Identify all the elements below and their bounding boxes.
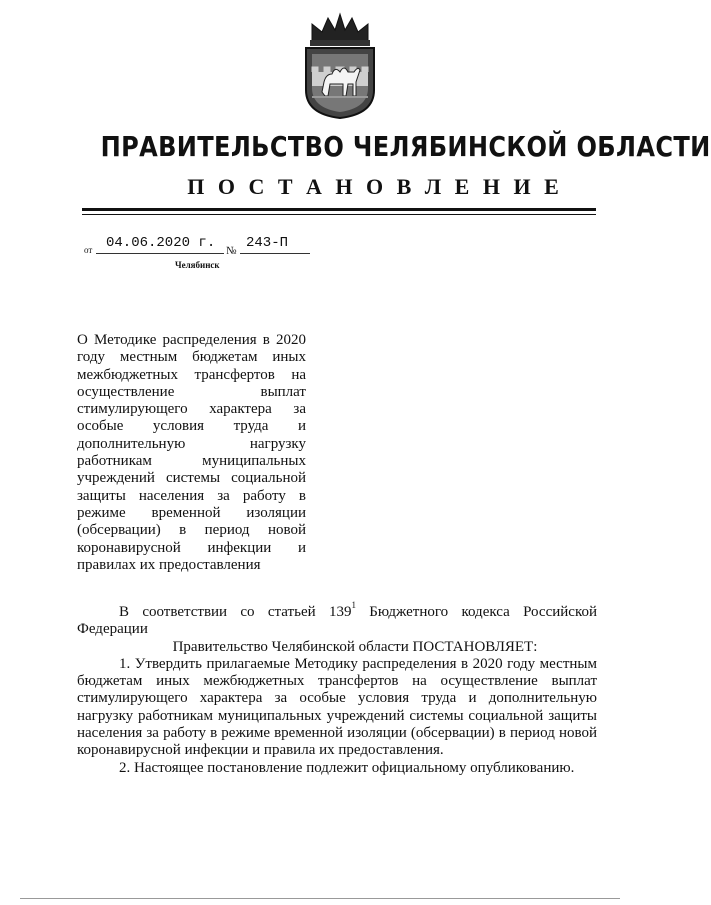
article-superscript: 1: [351, 600, 356, 610]
header-divider-thin: [82, 214, 596, 215]
document-meta: [84, 233, 324, 261]
chelyabinsk-coat-of-arms-icon: [298, 12, 382, 120]
document-subject: О Методике распределения в 2020 году местным бюджетам иных межбюджетных трансфертов на осуществление выплат стимулирующего характера за особые условия труда и дополнительную нагрузку работникам муниципальных учреждений системы социальной защиты населения за работу в режиме временной изоляции (обсервации) в период новой коронавирусной инфекции и правилах их предоставления: [77, 332, 306, 573]
government-title: ПРАВИТЕЛЬСТВО ЧЕЛЯБИНСКОЙ ОБЛАСТИ: [100, 130, 711, 163]
number-value: 243-П: [246, 235, 289, 251]
document-body: [77, 600, 598, 777]
item-1: 1. Утвердить прилагаемые Методику распределения в 2020 году местным бюджетам иных межбюджетных трансфертов на осуществление выплат стимулирующего характера за особые условия труда и дополнительную нагрузку работникам муниципальных учреждений системы социальной защиты населения за работу в режиме временной изоляции (обсервации) в период новой коронавирусной инфекции и правила их предоставления.: [77, 655, 597, 759]
resolve-line: Правительство Челябинской области ПОСТАНОВЛЯЕТ:: [172, 638, 538, 655]
document-type-heading: П О С Т А Н О В Л Е Н И Е: [187, 174, 563, 199]
page-bottom-edge: [20, 898, 620, 899]
number-underline: [240, 253, 310, 254]
city-label: Челябинск: [175, 260, 220, 270]
intro-paragraph: В соответствии со статьей $139^1$ Бюджетного кодекса Российской Федерации: [77, 600, 598, 638]
coat-of-arms-emblem: [298, 12, 382, 120]
date-label: от: [84, 245, 93, 255]
number-label: №: [226, 245, 237, 257]
date-underline: [96, 253, 224, 254]
item-2: 2. Настоящее постановление подлежит официальному опубликованию.: [119, 759, 575, 776]
header-divider-thick: [82, 208, 596, 211]
date-value: 04.06.2020 г.: [106, 235, 216, 251]
